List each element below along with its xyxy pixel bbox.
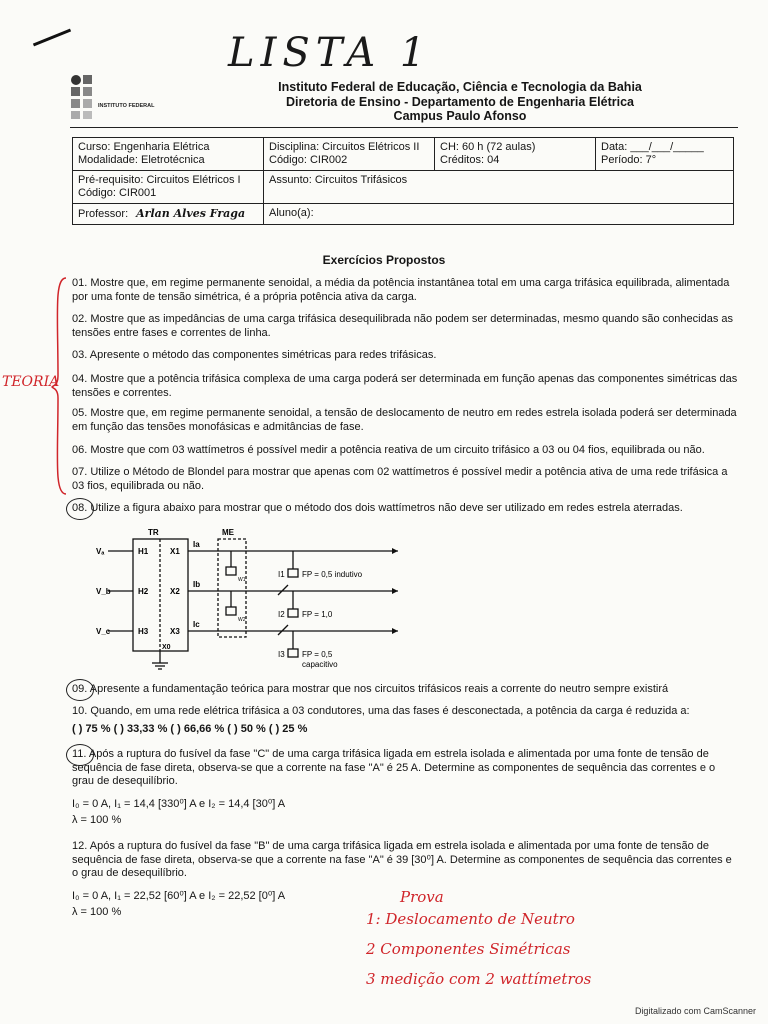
header-line2: Diretoria de Ensino - Departamento de Engenharia Elétrica (285, 94, 634, 109)
question-06: 06. Mostre que com 03 wattímetros é possível medir a potência reativa de um circuito trifásico a 03 ou 04 fios, equilibrada ou não. (72, 444, 705, 456)
label-i3: I3 (278, 650, 285, 659)
circle-mark-11 (66, 744, 94, 766)
label-h3: H3 (138, 627, 149, 636)
institution-header (200, 80, 720, 124)
label-h1: H1 (138, 547, 149, 556)
label-ib: Ib (193, 580, 201, 589)
period: Período: 7° (601, 154, 657, 166)
logo-text: INSTITUTO FEDERAL (98, 103, 155, 109)
ifba-logo (70, 74, 170, 120)
credits: Créditos: 04 (440, 154, 500, 166)
student-field: Aluno(a): (269, 207, 314, 219)
workload: CH: 60 h (72 aulas) (440, 141, 536, 153)
three-phase-circuit-diagram (88, 525, 418, 675)
question-02: 02. Mostre que as impedâncias de uma carga trifásica desequilibrada não podem ser determinadas, mesmo quando são conhecidas as tensões entre fases e correntes de linha. (72, 313, 733, 339)
label-x1: X1 (170, 547, 180, 556)
label-h2: H2 (138, 587, 149, 596)
header-rule (70, 127, 738, 128)
discipline-code: Código: CIR002 (269, 154, 348, 166)
label-w1: W1 (238, 577, 246, 583)
question-04: 04. Mostre que a potência trifásica complexa de uma carga poderá ser determinada em função apenas das componentes simétricas das tensões e correntes. (72, 373, 738, 399)
course-info-table (72, 137, 734, 225)
question-11: 11. Após a ruptura do fusível da fase "C" de uma carga trifásica ligada em estrela isolada e alimentada por uma fonte de tensão de sequência de fase direta, observa-se que a corrente na fase "A" é 25 A. Determine as componentes de sequência das correntes e o grau de desequilíbrio. (72, 748, 716, 787)
label-fp3-capacitive: capacitivo (302, 660, 338, 669)
annotation-note-2: 2 Componentes Simétricas (366, 940, 571, 958)
question-12: 12. Após a ruptura do fusível da fase "B" de uma carga trifásica ligada em estrela isolada e alimentada por uma fonte de tensão de sequência de fase direta, observa-se que a corrente na fase "A" é 39 [30⁰] A. Determine as componentes de sequência das correntes e o grau de desequilíbrio. (72, 840, 732, 879)
question-10: 10. Quando, em uma rede elétrica trifásica a 03 condutores, uma das fases é desconectada, a potência da carga é reduzida a: (72, 705, 690, 717)
annotation-note-1: 1: Deslocamento de Neutro (366, 910, 575, 928)
label-i1: I1 (278, 570, 285, 579)
label-tr: TR (148, 528, 159, 537)
label-me: ME (222, 528, 234, 537)
question-12-answer-1: I₀ = 0 A, I₁ = 22,52 [60⁰] A e I₂ = 22,52 [0⁰] A (72, 890, 286, 902)
label-vb: V_b (96, 587, 111, 596)
question-08: 08. Utilize a figura abaixo para mostrar que o método dos dois wattímetros não deve ser utilizado em redes estrela aterradas. (72, 502, 683, 514)
question-11-answer-1: I₀ = 0 A, I₁ = 14,4 [330⁰] A e I₂ = 14,4 [30⁰] A (72, 798, 286, 810)
prerequisite: Pré-requisito: Circuitos Elétricos I (78, 174, 241, 186)
discipline: Disciplina: Circuitos Elétricos II (269, 141, 420, 153)
question-07: 07. Utilize o Método de Blondel para mostrar que apenas com 02 wattímetros é possível medir a potência ativa de uma rede trifásica a 03 fios, equilibrada ou não. (72, 466, 728, 492)
annotation-note-3: 3 medição com 2 wattímetros (366, 970, 592, 988)
professor-label: Professor: (78, 208, 129, 220)
label-i2: I2 (278, 610, 285, 619)
annotation-prova: Prova (400, 888, 444, 906)
label-x3: X3 (170, 627, 180, 636)
header-line1: Instituto Federal de Educação, Ciência e Tecnologia da Bahia (278, 80, 642, 94)
label-ia: Ia (193, 540, 200, 549)
question-11-answer-2: λ = 100 % (72, 814, 122, 826)
circle-mark-09 (66, 679, 94, 701)
label-fp2: FP = 1,0 (302, 610, 333, 619)
label-ic: Ic (193, 620, 200, 629)
pen-stroke (33, 29, 71, 47)
label-va: Vₐ (96, 547, 105, 556)
question-10-options: ( ) 75 % ( ) 33,33 % ( ) 66,66 % ( ) 50 % ( ) 25 % (72, 723, 308, 735)
header-line3: Campus Paulo Afonso (393, 109, 527, 123)
label-x0: X0 (162, 644, 171, 651)
scanner-watermark: Digitalizado com CamScanner (634, 1006, 756, 1016)
date-field: Data: ___/___/_____ (601, 141, 704, 153)
professor-name: Arlan Alves Fraga (136, 207, 246, 220)
modality: Modalidade: Eletrotécnica (78, 154, 205, 166)
annotation-teoria: TEORIA (2, 374, 60, 390)
subject: Assunto: Circuitos Trifásicos (269, 174, 408, 186)
question-12-answer-2: λ = 100 % (72, 906, 122, 918)
question-09: 09. Apresente a fundamentação teórica para mostrar que nos circuitos trifásicos reais a corrente do neutro sempre existirá (72, 683, 669, 695)
question-01: 01. Mostre que, em regime permanente senoidal, a média da potência instantânea total em uma carga trifásica equilibrada, alimentada por uma fonte de tensão simétrica, é a própria potência ativa da carga. (72, 277, 730, 303)
label-w2: W2 (238, 617, 246, 623)
circle-mark-08 (66, 498, 94, 520)
exercises-title: Exercícios Propostos (322, 253, 446, 267)
label-fp3: FP = 0,5 (302, 650, 333, 659)
label-x2: X2 (170, 587, 180, 596)
course: Curso: Engenharia Elétrica (78, 141, 210, 153)
label-fp1: FP = 0,5 indutivo (302, 570, 363, 579)
handwritten-title: LISTA 1 (228, 30, 432, 76)
label-vc: V_c (96, 627, 111, 636)
prerequisite-code: Código: CIR001 (78, 187, 157, 199)
question-05: 05. Mostre que, em regime permanente senoidal, a tensão de deslocamento de neutro em redes estrela isolada poderá ser determinada em função das tensões monofásicas e admitâncias de fase. (72, 407, 737, 433)
question-03: 03. Apresente o método das componentes simétricas para redes trifásicas. (72, 349, 437, 361)
